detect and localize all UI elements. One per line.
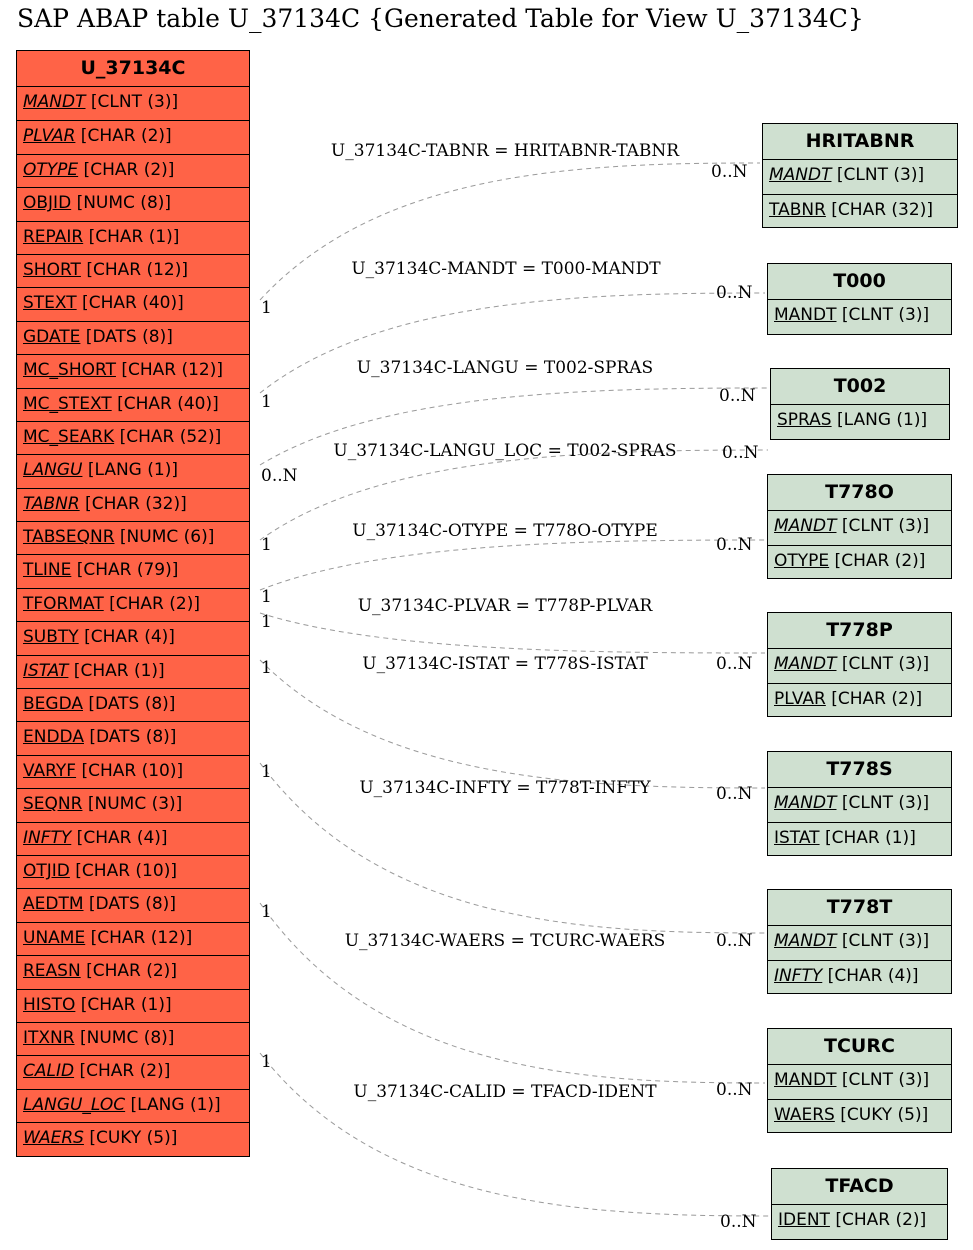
field-name: ENDDA bbox=[23, 727, 84, 748]
hritabnr-field-tabnr[interactable] bbox=[763, 194, 957, 228]
main-field-repair[interactable] bbox=[17, 221, 249, 254]
relation-label: U_37134C-ISTAT = T778S-ISTAT bbox=[362, 654, 648, 674]
from-cardinality: 1 bbox=[261, 535, 272, 555]
field-type: [CHAR (4)] bbox=[71, 827, 168, 848]
field-name: TFORMAT bbox=[23, 593, 104, 614]
field-name: INFTY bbox=[774, 965, 823, 986]
field-name: MANDT bbox=[774, 516, 837, 536]
field-name: SHORT bbox=[23, 259, 81, 280]
field-name: INFTY bbox=[23, 827, 72, 848]
field-name: REASN bbox=[23, 961, 81, 982]
main-field-objid[interactable] bbox=[17, 187, 249, 220]
field-name: MANDT bbox=[774, 654, 837, 674]
main-field-seqnr[interactable] bbox=[17, 788, 249, 821]
ref-table-t778s[interactable] bbox=[767, 751, 952, 856]
to-cardinality: 0..N bbox=[716, 654, 753, 674]
relation-label: U_37134C-TABNR = HRITABNR-TABNR bbox=[330, 141, 680, 161]
main-field-langu-loc[interactable] bbox=[17, 1089, 249, 1122]
field-name: PLVAR bbox=[23, 126, 76, 147]
ref-table-t778o[interactable] bbox=[767, 474, 952, 579]
field-type: [CLNT (3)] bbox=[85, 92, 179, 112]
main-field-uname[interactable] bbox=[17, 922, 249, 955]
field-name: TABNR bbox=[23, 493, 80, 514]
main-field-mc-seark[interactable] bbox=[17, 421, 249, 454]
to-cardinality: 0..N bbox=[711, 162, 748, 182]
field-name: MANDT bbox=[774, 793, 837, 813]
field-type: [NUMC (3)] bbox=[82, 794, 183, 815]
field-type: [CHAR (2)] bbox=[825, 688, 923, 709]
field-name: WAERS bbox=[774, 1104, 835, 1125]
field-name: OBJID bbox=[23, 193, 72, 214]
main-field-otype[interactable] bbox=[17, 154, 249, 187]
ref-table-t778t[interactable] bbox=[767, 889, 952, 994]
ref-table-t002[interactable] bbox=[770, 368, 950, 440]
main-field-varyf[interactable] bbox=[17, 755, 249, 788]
field-type: [CHAR (2)] bbox=[829, 1210, 927, 1230]
main-field-endda[interactable] bbox=[17, 721, 249, 754]
ref-table-name: T778O bbox=[768, 475, 951, 511]
field-name: WAERS bbox=[23, 1128, 84, 1149]
field-name: CALID bbox=[23, 1061, 75, 1082]
to-cardinality: 0..N bbox=[719, 386, 756, 406]
to-cardinality: 0..N bbox=[720, 1212, 757, 1232]
main-field-plvar[interactable] bbox=[17, 120, 249, 153]
ref-table-t778p[interactable] bbox=[767, 612, 952, 717]
main-field-mandt[interactable] bbox=[17, 87, 249, 120]
to-cardinality: 0..N bbox=[716, 535, 753, 555]
to-cardinality: 0..N bbox=[716, 784, 753, 804]
to-cardinality: 0..N bbox=[716, 1080, 753, 1100]
field-name: TABNR bbox=[769, 199, 826, 220]
main-field-aedtm[interactable] bbox=[17, 888, 249, 921]
ref-table-name: T778T bbox=[768, 890, 951, 926]
field-type: [CHAR (40)] bbox=[111, 393, 219, 414]
ref-table-t000[interactable] bbox=[767, 263, 952, 335]
field-name: ISTAT bbox=[774, 827, 820, 848]
field-type: [CHAR (2)] bbox=[74, 1061, 171, 1082]
field-type: [CHAR (52)] bbox=[114, 426, 222, 447]
field-name: PLVAR bbox=[774, 688, 826, 709]
main-field-subty[interactable] bbox=[17, 621, 249, 654]
field-name: GDATE bbox=[23, 326, 81, 347]
field-type: [CUKY (5)] bbox=[83, 1128, 178, 1149]
t778s-field-mandt[interactable] bbox=[768, 788, 951, 822]
ref-table-name: TFACD bbox=[772, 1169, 947, 1205]
tfacd-field-ident[interactable] bbox=[772, 1205, 947, 1239]
field-name: LANGU bbox=[23, 460, 83, 481]
main-field-mc-short[interactable] bbox=[17, 354, 249, 387]
main-field-reasn[interactable] bbox=[17, 955, 249, 988]
t000-field-mandt[interactable] bbox=[768, 300, 951, 334]
field-name: UNAME bbox=[23, 927, 86, 948]
field-type: [CHAR (1)] bbox=[75, 994, 172, 1015]
ref-table-name: HRITABNR bbox=[763, 124, 957, 160]
ref-table-tcurc[interactable] bbox=[767, 1028, 952, 1133]
t778p-field-plvar[interactable] bbox=[768, 683, 951, 717]
field-name: TABSEQNR bbox=[23, 527, 115, 548]
field-type: [CHAR (2)] bbox=[75, 126, 172, 147]
field-name: MANDT bbox=[774, 305, 837, 325]
field-type: [CHAR (2)] bbox=[78, 159, 175, 180]
field-type: [CHAR (2)] bbox=[103, 593, 200, 614]
relation-line bbox=[260, 660, 765, 788]
field-name: MANDT bbox=[774, 1070, 837, 1090]
field-type: [CHAR (4)] bbox=[822, 965, 919, 986]
field-type: [CHAR (1)] bbox=[819, 827, 916, 848]
field-type: [CHAR (10)] bbox=[76, 760, 184, 781]
diagram-title: SAP ABAP table U_37134C {Generated Table for View U_37134C} bbox=[17, 4, 864, 33]
field-name: SPRAS bbox=[777, 410, 832, 430]
relation-label: U_37134C-WAERS = TCURC-WAERS bbox=[344, 931, 666, 951]
relation-label: U_37134C-CALID = TFACD-IDENT bbox=[353, 1082, 657, 1102]
main-field-mc-stext[interactable] bbox=[17, 388, 249, 421]
from-cardinality: 1 bbox=[261, 612, 272, 632]
field-name: REPAIR bbox=[23, 226, 84, 247]
field-type: [CHAR (1)] bbox=[68, 660, 165, 681]
field-type: [DATS (8)] bbox=[83, 894, 176, 915]
ref-table-hritabnr[interactable] bbox=[762, 123, 958, 228]
field-name: SUBTY bbox=[23, 627, 79, 648]
field-name: ISTAT bbox=[23, 660, 69, 681]
field-name: SEQNR bbox=[23, 794, 83, 815]
field-type: [CLNT (3)] bbox=[836, 305, 930, 325]
relation-label: U_37134C-PLVAR = T778P-PLVAR bbox=[357, 596, 653, 616]
main-field-tabseqnr[interactable] bbox=[17, 521, 249, 554]
field-type: [NUMC (6)] bbox=[114, 527, 215, 548]
field-type: [DATS (8)] bbox=[80, 326, 173, 347]
field-type: [NUMC (8)] bbox=[74, 1027, 175, 1048]
field-name: MC_STEXT bbox=[23, 393, 112, 414]
field-type: [CHAR (40)] bbox=[76, 293, 184, 314]
field-name: MANDT bbox=[769, 165, 832, 185]
main-field-waers[interactable] bbox=[17, 1122, 249, 1155]
from-cardinality: 1 bbox=[261, 587, 272, 607]
main-field-istat[interactable] bbox=[17, 655, 249, 688]
t002-field-spras[interactable] bbox=[771, 405, 949, 439]
field-type: [CLNT (3)] bbox=[836, 931, 930, 951]
relation-label: U_37134C-LANGU = T002-SPRAS bbox=[356, 358, 654, 378]
field-type: [CHAR (79)] bbox=[71, 560, 179, 581]
field-name: ITXNR bbox=[23, 1027, 75, 1048]
field-name: OTYPE bbox=[23, 159, 79, 180]
tcurc-field-mandt[interactable] bbox=[768, 1065, 951, 1099]
field-type: [CHAR (12)] bbox=[85, 927, 193, 948]
t778t-field-infty[interactable] bbox=[768, 960, 951, 994]
field-name: OTYPE bbox=[774, 550, 830, 571]
relation-line bbox=[260, 903, 765, 1083]
field-type: [LANG (1)] bbox=[82, 460, 178, 481]
main-field-gdate[interactable] bbox=[17, 321, 249, 354]
relation-label: U_37134C-OTYPE = T778O-OTYPE bbox=[352, 521, 658, 541]
main-table-name: U_37134C bbox=[17, 51, 249, 87]
to-cardinality: 0..N bbox=[716, 931, 753, 951]
field-type: [DATS (8)] bbox=[83, 727, 177, 748]
field-type: [LANG (1)] bbox=[831, 410, 928, 430]
relation-line bbox=[260, 613, 765, 653]
main-field-calid[interactable] bbox=[17, 1055, 249, 1088]
relation-label: U_37134C-LANGU_LOC = T002-SPRAS bbox=[333, 441, 677, 461]
field-name: TLINE bbox=[23, 560, 72, 581]
field-type: [CHAR (32)] bbox=[825, 199, 933, 220]
field-type: [CHAR (1)] bbox=[83, 226, 180, 247]
field-type: [DATS (8)] bbox=[83, 694, 176, 715]
main-table-u-37134c[interactable] bbox=[16, 50, 250, 1157]
t778o-field-mandt[interactable] bbox=[768, 511, 951, 545]
main-field-begda[interactable] bbox=[17, 688, 249, 721]
field-type: [NUMC (8)] bbox=[71, 193, 172, 214]
main-field-tformat[interactable] bbox=[17, 588, 249, 621]
field-name: OTJID bbox=[23, 860, 70, 881]
from-cardinality: 1 bbox=[261, 658, 272, 678]
field-type: [CHAR (12)] bbox=[80, 259, 188, 280]
field-name: AEDTM bbox=[23, 894, 84, 915]
field-type: [CHAR (2)] bbox=[829, 550, 926, 571]
field-name: MANDT bbox=[23, 92, 86, 112]
field-type: [CLNT (3)] bbox=[831, 165, 925, 185]
relation-line bbox=[260, 540, 765, 590]
t778o-field-otype[interactable] bbox=[768, 545, 951, 579]
tcurc-field-waers[interactable] bbox=[768, 1099, 951, 1133]
t778s-field-istat[interactable] bbox=[768, 822, 951, 856]
relation-line bbox=[260, 1053, 769, 1216]
from-cardinality: 1 bbox=[261, 902, 272, 922]
t778p-field-mandt[interactable] bbox=[768, 649, 951, 683]
t778t-field-mandt[interactable] bbox=[768, 926, 951, 960]
main-field-stext[interactable] bbox=[17, 287, 249, 320]
ref-table-name: T000 bbox=[768, 264, 951, 300]
field-type: [CLNT (3)] bbox=[836, 516, 930, 536]
from-cardinality: 1 bbox=[261, 1052, 272, 1072]
field-name: MANDT bbox=[774, 931, 837, 951]
field-type: [CLNT (3)] bbox=[836, 654, 930, 674]
relation-line bbox=[260, 293, 765, 393]
ref-table-name: TCURC bbox=[768, 1029, 951, 1065]
main-field-histo[interactable] bbox=[17, 989, 249, 1022]
field-type: [CUKY (5)] bbox=[834, 1104, 929, 1125]
main-field-otjid[interactable] bbox=[17, 855, 249, 888]
field-type: [CHAR (4)] bbox=[78, 627, 175, 648]
main-field-infty[interactable] bbox=[17, 822, 249, 855]
field-name: VARYF bbox=[23, 760, 77, 781]
field-type: [CLNT (3)] bbox=[836, 1070, 930, 1090]
field-type: [CHAR (10)] bbox=[69, 860, 177, 881]
relation-label: U_37134C-INFTY = T778T-INFTY bbox=[359, 778, 651, 798]
relation-line bbox=[260, 163, 760, 300]
ref-table-name: T002 bbox=[771, 369, 949, 405]
field-name: MC_SHORT bbox=[23, 360, 116, 381]
field-type: [LANG (1)] bbox=[125, 1094, 221, 1115]
field-type: [CHAR (2)] bbox=[80, 961, 177, 982]
main-field-itxnr[interactable] bbox=[17, 1022, 249, 1055]
hritabnr-field-mandt[interactable] bbox=[763, 160, 957, 194]
field-type: [CHAR (12)] bbox=[115, 360, 224, 381]
field-name: IDENT bbox=[778, 1210, 830, 1230]
field-type: [CLNT (3)] bbox=[836, 793, 930, 813]
ref-table-tfacd[interactable] bbox=[771, 1168, 948, 1240]
field-name: MC_SEARK bbox=[23, 426, 115, 447]
ref-table-name: T778S bbox=[768, 752, 951, 788]
main-field-langu[interactable] bbox=[17, 454, 249, 487]
field-name: STEXT bbox=[23, 293, 77, 314]
relation-label: U_37134C-MANDT = T000-MANDT bbox=[351, 259, 661, 279]
field-name: BEGDA bbox=[23, 694, 83, 715]
ref-table-name: T778P bbox=[768, 613, 951, 649]
from-cardinality: 1 bbox=[261, 392, 272, 412]
from-cardinality: 1 bbox=[261, 762, 272, 782]
main-field-tabnr[interactable] bbox=[17, 488, 249, 521]
field-name: HISTO bbox=[23, 994, 76, 1015]
field-type: [CHAR (32)] bbox=[79, 493, 187, 514]
main-field-tline[interactable] bbox=[17, 554, 249, 587]
to-cardinality: 0..N bbox=[716, 283, 753, 303]
to-cardinality: 0..N bbox=[722, 443, 759, 463]
from-cardinality: 1 bbox=[261, 298, 272, 318]
field-name: LANGU_LOC bbox=[23, 1094, 126, 1115]
main-field-short[interactable] bbox=[17, 254, 249, 287]
from-cardinality: 0..N bbox=[261, 466, 298, 486]
